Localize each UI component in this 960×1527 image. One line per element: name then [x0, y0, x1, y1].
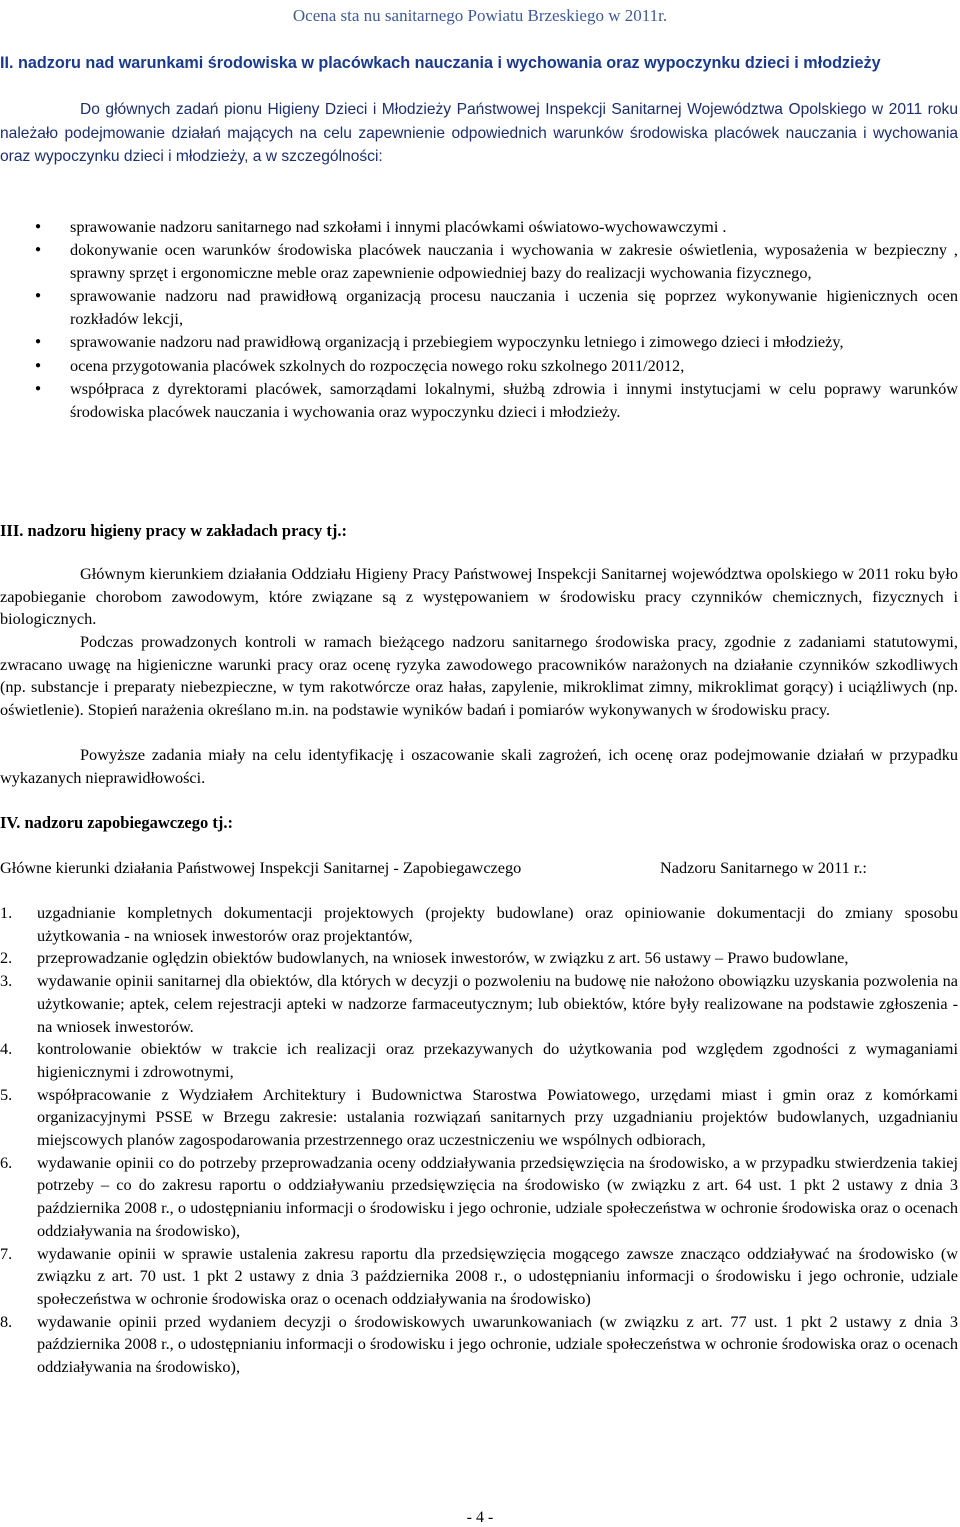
section-4-numbered-list [0, 902, 958, 1379]
item-number: 2. [0, 948, 13, 968]
item-number: 6. [0, 1152, 13, 1172]
section-2-intro [0, 98, 958, 169]
item-number: 7. [0, 1243, 13, 1263]
item-number: 1. [0, 903, 13, 922]
subtitle-left: Główne kierunki działania Państwowej Inspekcji Sanitarnej - Zapobiegawczego [0, 858, 522, 877]
paragraph-text: Powyższe zadania miały na celu identyfikację i oszacowanie skali zagrożeń, ich ocenę oraz podejmowanie działań w przypadku wykazanych nieprawidłowości. [0, 745, 958, 787]
section-3-paragraph-2 [0, 631, 958, 721]
section-3-paragraph-3 [0, 744, 958, 789]
item-text: kontrolowanie obiektów w trakcie ich realizacji oraz przekazywanych do użytkowania pod względem zgodności z wymaganiami higienicznymi i zdrowotnymi, [37, 1039, 958, 1081]
item-text: przeprowadzanie oględzin obiektów budowlanych, na wniosek inwestorów, w związku z art. 56 ustawy – Prawo budowlane, [37, 948, 849, 968]
section-2-heading: II. nadzoru nad warunkami środowiska w placówkach nauczania i wychowania oraz wypoczynku dzieci i młodzieży [0, 54, 881, 72]
running-header: Ocena sta nu sanitarnego Powiatu Brzeskiego w 2011r. [292, 6, 668, 25]
numbered-item [0, 1084, 958, 1152]
item-text: wydawanie opinii w sprawie ustalenia zakresu raportu dla przedsięwzięcia mogącego zawsze znacząco oddziaływać na środowisko (w związku z art. 70 ust. 1 pkt 2 ustawy z dnia 3 października 2008 r., o udostępnianiu informacji o środowisku i jego ochronie, udziale społeczeństwa w ochronie środowiska oraz o ocenach oddziaływania na środowisko) [37, 1243, 958, 1308]
bullet-item: ● współpraca z dyrektorami placówek, samorządami lokalnymi, służbą zdrowia i innymi instytucjami w celu poprawy warunków środowiska placówek nauczania i wychowania oraz wypoczynku dzieci i młodzieży. [0, 377, 958, 423]
numbered-item [0, 1152, 958, 1243]
item-text: wydawanie opinii przed wydaniem decyzji o środowiskowych uwarunkowaniach (w związku z art. 77 ust. 1 pkt 2 ustawy z dnia 3 października 2008 r., o udostępnianiu informacji o środowisku i jego ochronie, udziale społeczeństwa w ochronie środowiska oraz o ocenach oddziaływania na środowisko), [37, 1311, 958, 1377]
item-text: wydawanie opinii co do potrzeby przeprowadzania oceny oddziaływania przedsięwzięcia na środowisko, a w przypadku stwierdzenia takiej potrzeby – co do zakresu raportu o oddziaływaniu przedsięwzięcia na środowisko (w związku z art. 64 ust. 1 pkt 2 ustawy z dnia 3 października 2008 r., o udostępnianiu informacji o środowisku i jego ochronie, udziale społeczeństwa w ochronie środowiska oraz o ocenach oddziaływania na środowisko), [37, 1152, 958, 1240]
item-text: wydawanie opinii sanitarnej dla obiektów, dla których w decyzji o pozwoleniu na budowę nie nałożono obowiązku uzyskania pozwolenia na użytkowanie; aptek, celem rejestracji apteki w nadzorze farmaceutycznym; lub obiektów, które były realizowane na podstawie zgłoszenia - na wniosek inwestorów. [37, 971, 958, 1036]
bullet-item: ● sprawowanie nadzoru sanitarnego nad szkołami i innymi placówkami oświatowo-wychowawczymi . [0, 215, 958, 238]
numbered-item [0, 947, 958, 970]
section-3-paragraph-1 [0, 563, 958, 631]
numbered-item [0, 902, 958, 947]
bullet-item: ● sprawowanie nadzoru nad prawidłową organizacją procesu nauczania i uczenia się poprzez wykonywanie higienicznych ocen rozkładów lekcji, [0, 284, 958, 330]
bullet-item: ● ocena przygotowania placówek szkolnych do rozpoczęcia nowego roku szkolnego 2011/2012, [0, 354, 958, 377]
section-2-intro-text: Do głównych zadań pionu Higieny Dzieci i Młodzieży Państwowej Inspekcji Sanitarnej Województwa Opolskiego w 2011 roku należało podejmowanie działań mających na celu zapewnienie odpowiednich warunków środowiska placówek nauczania i wychowania oraz wypoczynku dzieci i młodzieży, a w szczególności: [0, 101, 958, 166]
subtitle-right: Nadzoru Sanitarnego w 2011 r.: [660, 858, 867, 877]
section-4-subtitle [0, 857, 958, 879]
item-number: 3. [0, 971, 13, 991]
section-2-bullet-list [0, 215, 958, 423]
numbered-item [0, 1311, 958, 1379]
item-number: 8. [0, 1311, 13, 1331]
paragraph-text: Podczas prowadzonych kontroli w ramach bieżącego nadzoru sanitarnego środowiska pracy, zgodnie z zadaniami statutowymi, zwracano uwagę na higieniczne warunki pracy oraz ocenę ryzyka zawodowego pracowników narażonych na działanie czynników szkodliwych (np. substancje i preparaty niebezpieczne, w tym rakotwórcze oraz hałas, zapylenie, mikroklimat zimny, mikroklimat gorący) i uciążliwych (np. oświetlenie). Stopień narażenia określano m.in. na podstawie wyników badań i pomiarów wykonywanych w środowisku pracy. [0, 632, 958, 719]
bullet-item: ● dokonywanie ocen warunków środowiska placówek nauczania i wychowania w zakresie oświetlenia, wyposażenia w bezpieczny , sprawny sprzęt i ergonomiczne meble oraz zapewnienie odpowiedniej bazy do realizacji wychowania fizycznego, [0, 238, 958, 284]
paragraph-text: Głównym kierunkiem działania Oddziału Higieny Pracy Państwowej Inspekcji Sanitarnej województwa opolskiego w 2011 roku było zapobieganie chorobom zawodowym, które związane są z występowaniem w środowisku pracy czynników chemicznych, fizycznych i biologicznych. [0, 564, 958, 629]
numbered-item [0, 970, 958, 1038]
item-text: współpracowanie z Wydziałem Architektury i Budownictwa Starostwa Powiatowego, urzędami miast i gmin oraz z komórkami organizacyjnymi PSSE w Brzegu zakresie: ustalania rozwiązań sanitarnych przy uzgadnianiu projektów budowlanych, uzgadnianiu miejscowych planów zagospodarowania przestrzennego oraz uczestniczeniu we wspólnych odbiorach, [37, 1084, 958, 1150]
item-number: 5. [0, 1084, 13, 1104]
numbered-item [0, 1243, 958, 1311]
page-number: - 4 - [466, 1509, 494, 1526]
item-text: uzgadnianie kompletnych dokumentacji projektowych (projekty budowlane) oraz opiniowanie dokumentacji do zmiany sposobu użytkowania - na wniosek inwestorów oraz projektantów, [37, 903, 958, 945]
item-number: 4. [0, 1039, 13, 1059]
numbered-item [0, 1038, 958, 1083]
section-4-heading: IV. nadzoru zapobiegawczego tj.: [0, 813, 233, 832]
bullet-item: ● sprawowanie nadzoru nad prawidłową organizacją i przebiegiem wypoczynku letniego i zimowego dzieci i młodzieży, [0, 330, 958, 353]
section-3-heading: III. nadzoru higieny pracy w zakładach pracy tj.: [0, 521, 347, 540]
